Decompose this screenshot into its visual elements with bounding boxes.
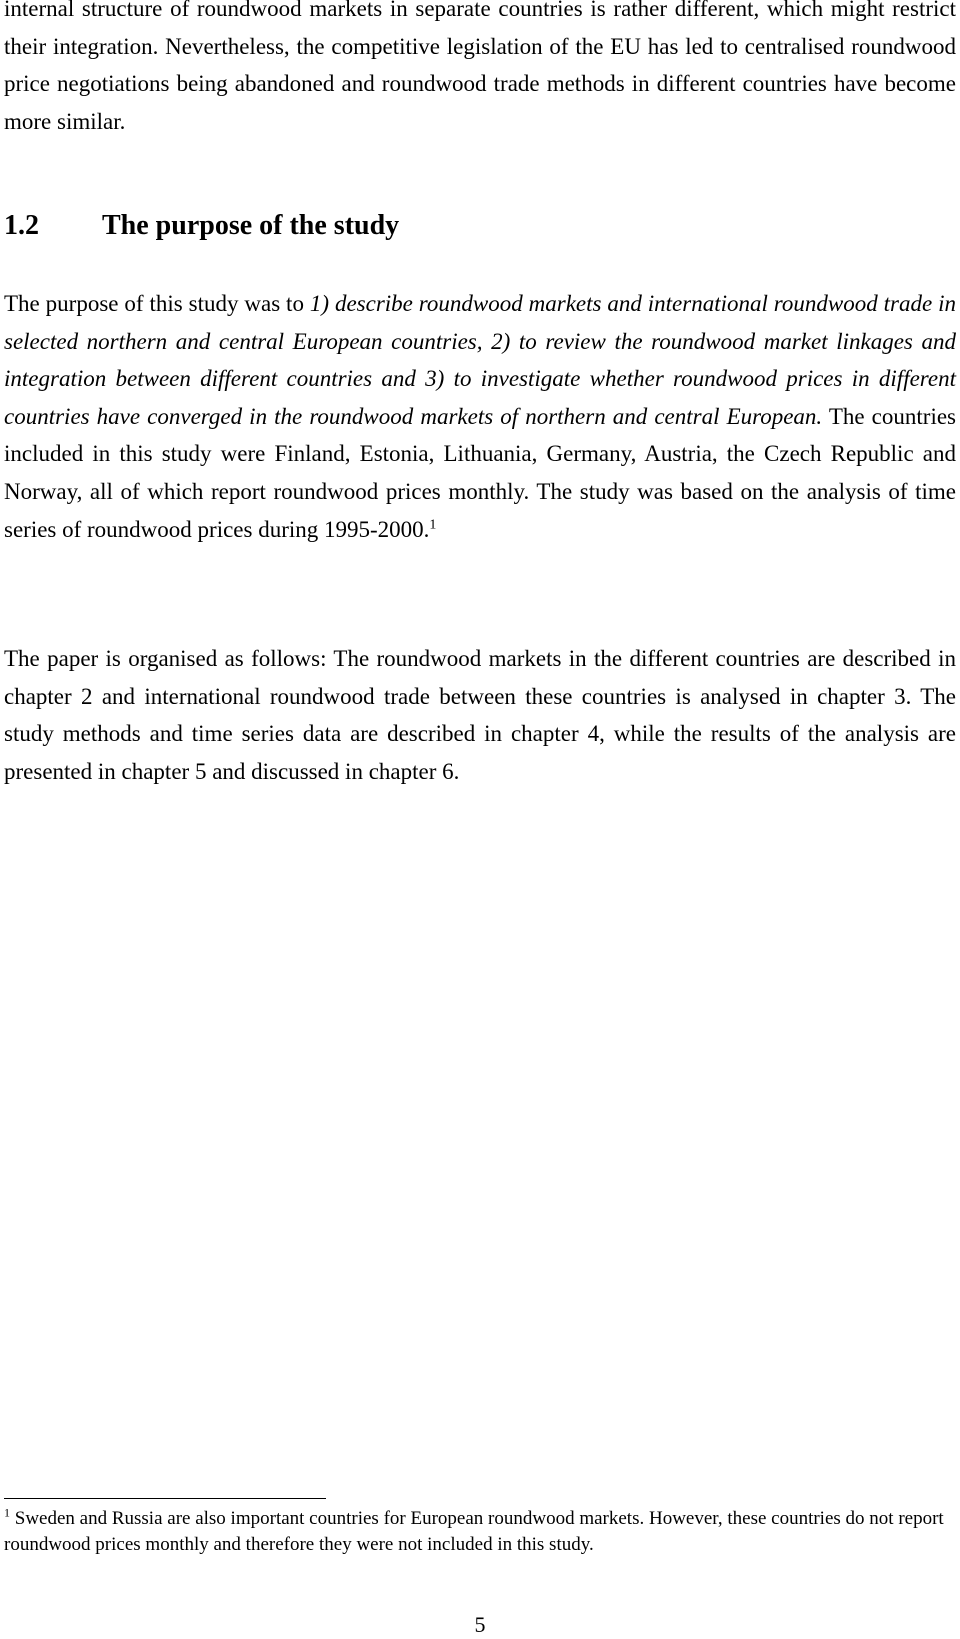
purpose-lead-text: The purpose of this study was to: [4, 291, 310, 316]
footnote-text: Sweden and Russia are also important countries for European roundwood markets. However, these countries do not report roundwood prices monthly and therefore they were not included in this study.: [4, 1508, 944, 1555]
purpose-objectives-italic: 1) describe roundwood markets and international roundwood trade in selected northern and central European countries, 2) to review the roundwood market linkages and integration between different countries and 3) to investigate whether roundwood prices in different countries have converged in the roundwood markets of northern and central European.: [4, 291, 957, 429]
footnote-separator: [4, 1498, 326, 1499]
intro-paragraph-continued: internal structure of roundwood markets in separate countries is rather different, which might restrict their integration. Nevertheless, the competitive legislation of the EU has led to centralised roundwood price negotiations being abandoned and roundwood trade methods in different countries have become more similar.: [4, 0, 956, 134]
footnote-reference[interactable]: 1: [429, 516, 437, 532]
document-page: [4, 0, 956, 1639]
section-heading: [4, 206, 399, 246]
purpose-paragraph: [4, 285, 956, 548]
footnote-marker: 1: [4, 1505, 10, 1520]
footnote: [4, 1506, 956, 1558]
page-number: 5: [474, 1612, 486, 1637]
section-title: The purpose of the study: [102, 210, 400, 241]
purpose-countries-text: The countries included in this study were Finland, Estonia, Lithuania, Germany, Austria, the Czech Republic and Norway, all of which report roundwood prices monthly. The study was based on the analysis of time series of roundwood prices during 1995-2000.: [4, 403, 956, 542]
organisation-paragraph: The paper is organised as follows: The roundwood markets in the different countries are described in chapter 2 and international roundwood trade between these countries is analysed in chapter 3. The study methods and time series data are described in chapter 4, while the results of the analysis are presented in chapter 5 and discussed in chapter 6.: [4, 646, 956, 784]
section-number: 1.2: [4, 210, 39, 241]
